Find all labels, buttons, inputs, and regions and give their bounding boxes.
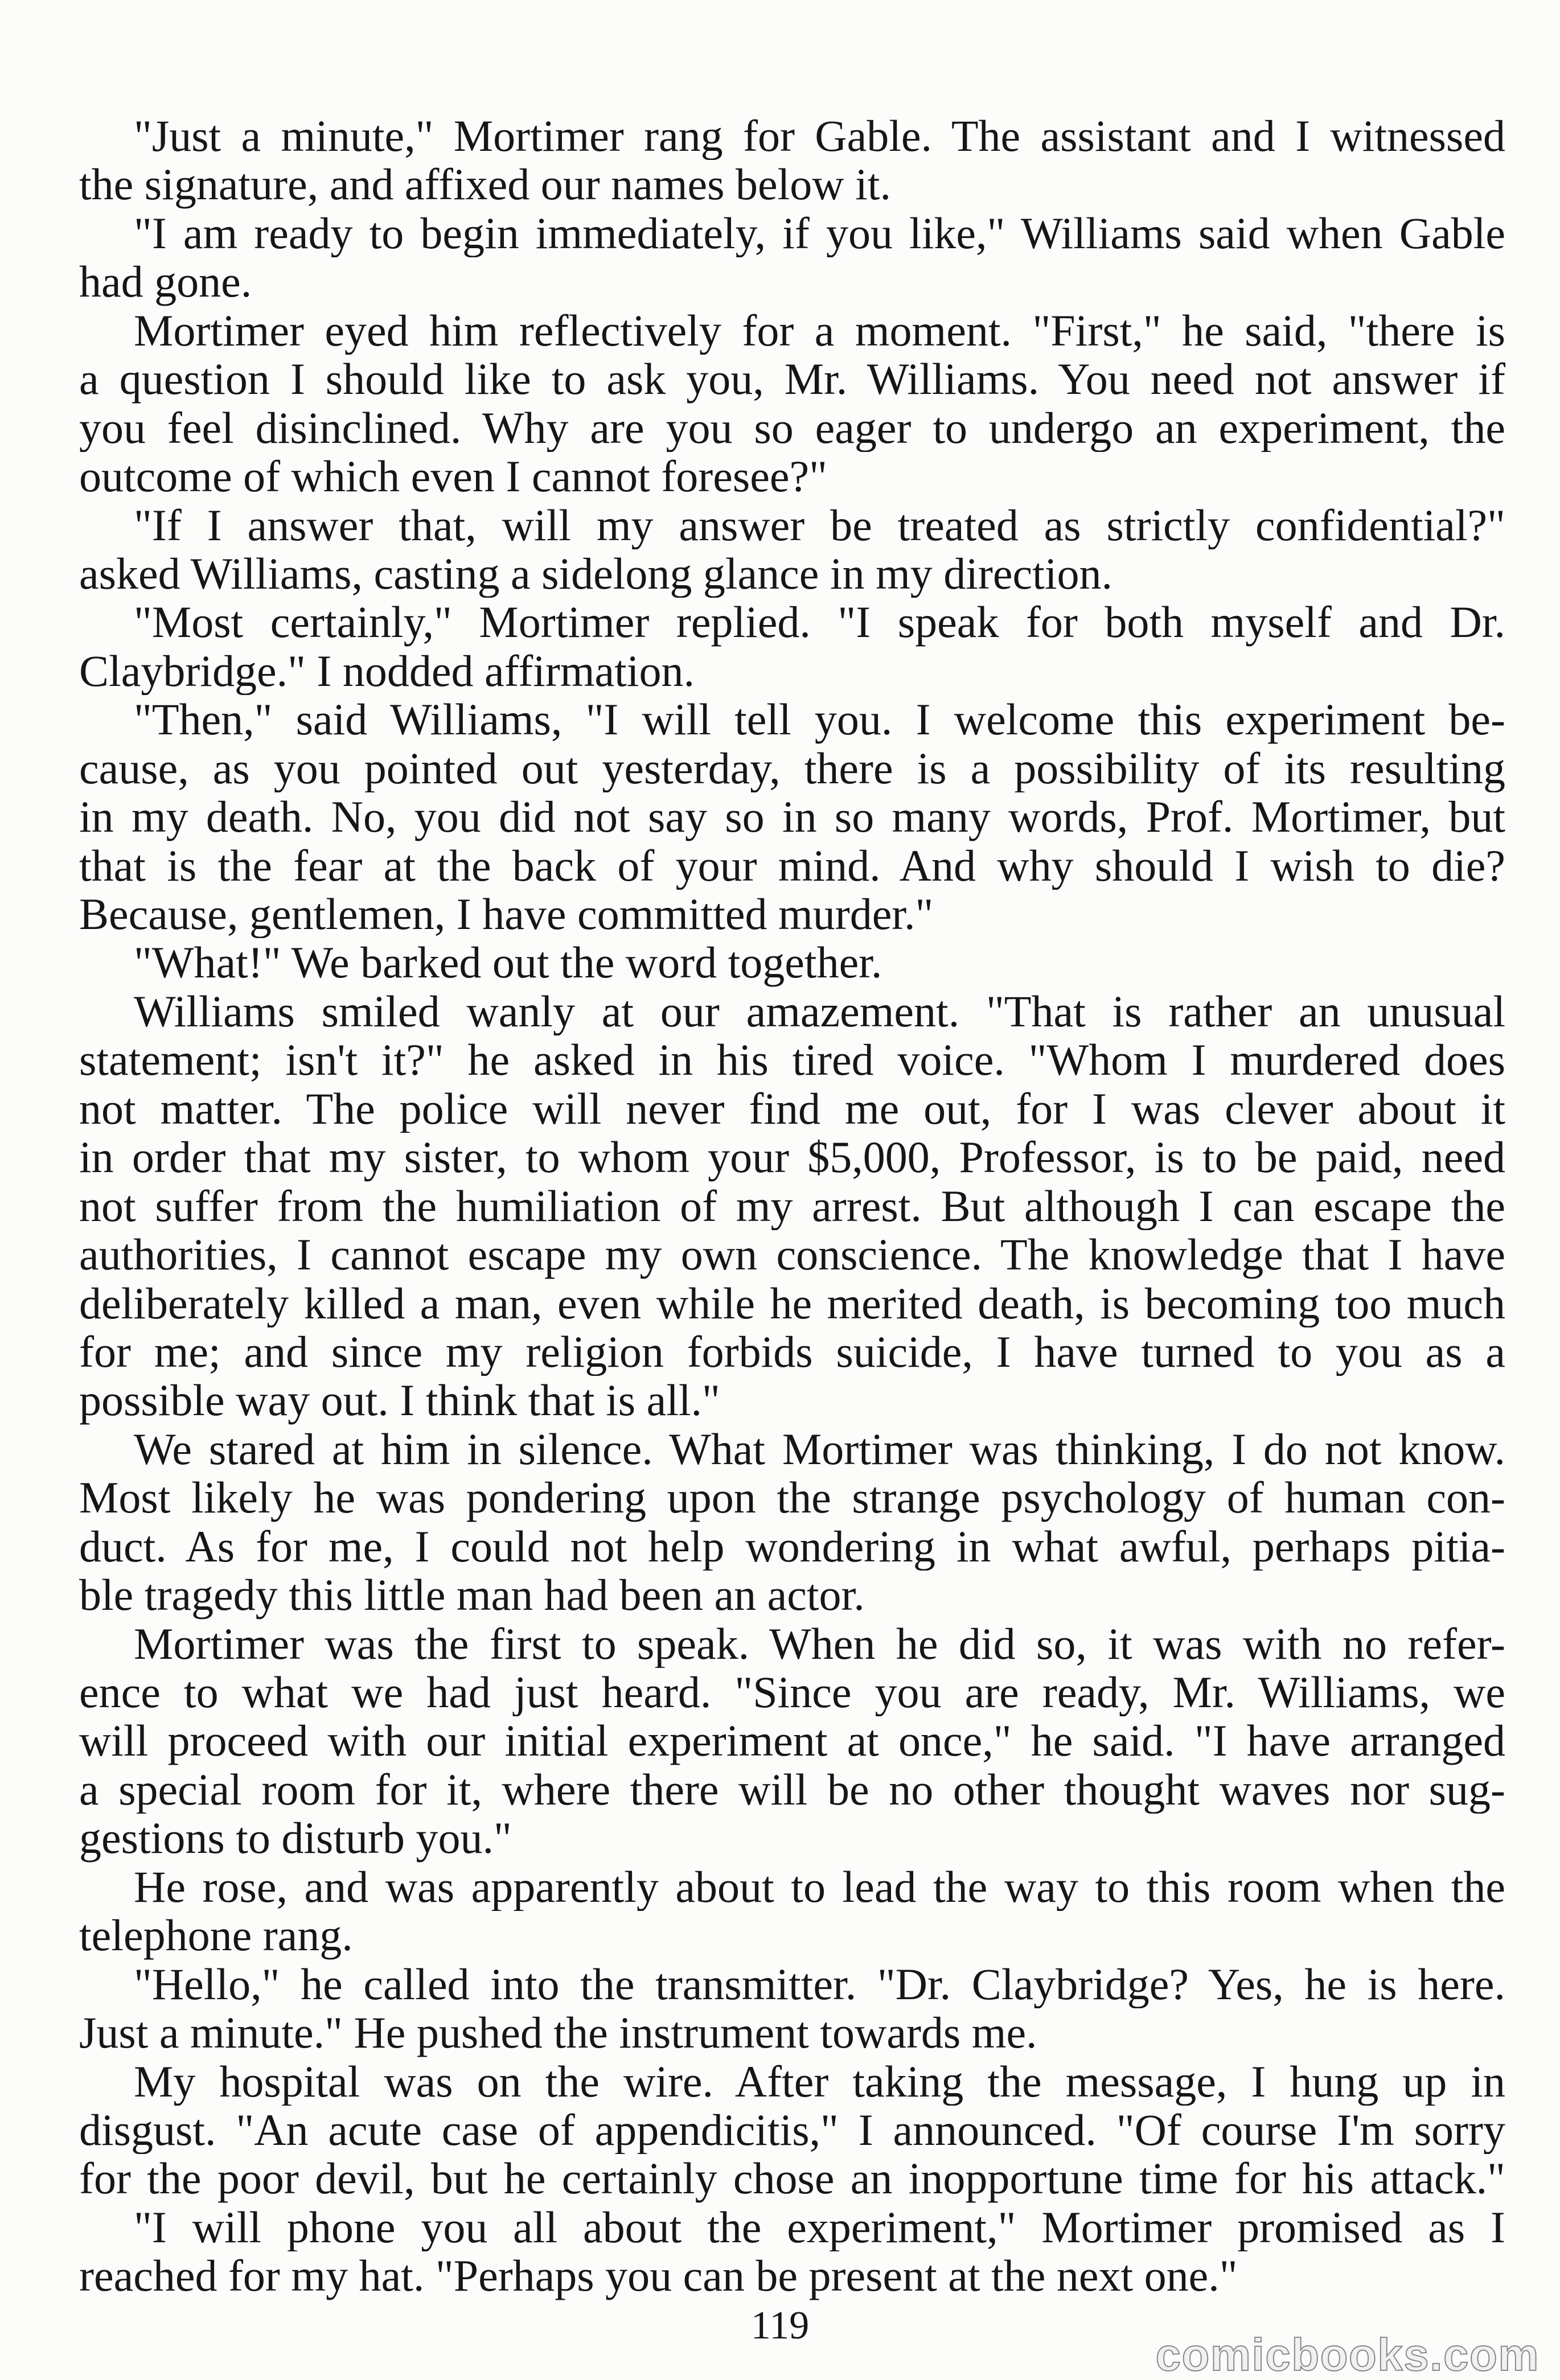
text-line: for me; and since my religion forbids suicide, I have turned to you as a bbox=[79, 1327, 1505, 1376]
paragraph bbox=[79, 306, 1505, 501]
text-line: "Hello," he called into the transmitter. "Dr. Claybridge? Yes, he is here. bbox=[134, 1959, 1505, 2009]
text-line: in order that my sister, to whom your $5,000, Professor, is to be paid, need bbox=[79, 1133, 1505, 1182]
text-line: ble tragedy this little man had been an actor. bbox=[79, 1571, 865, 1619]
text-line: Mortimer eyed him reflectively for a moment. "First," he said, "there is bbox=[134, 306, 1505, 355]
text-line: reached for my hat. "Perhaps you can be present at the next one." bbox=[79, 2251, 1238, 2300]
text-line: a special room for it, where there will be no other thought waves nor sug- bbox=[79, 1765, 1505, 1814]
text-line: Because, gentlemen, I have committed murder." bbox=[79, 890, 934, 939]
text-line: Just a minute." He pushed the instrument towards me. bbox=[79, 2008, 1037, 2057]
text-line: the signature, and affixed our names below it. bbox=[79, 160, 891, 209]
paragraph bbox=[79, 2057, 1505, 2203]
watermark: comicbooks.com bbox=[1155, 2329, 1540, 2380]
text-line: My hospital was on the wire. After taking the message, I hung up in bbox=[134, 2057, 1505, 2106]
text-line: "If I answer that, will my answer be treated as strictly confidential?" bbox=[134, 500, 1505, 549]
text-line: not matter. The police will never find me out, for I was clever about it bbox=[79, 1084, 1505, 1133]
text-line: had gone. bbox=[79, 257, 252, 306]
text-line: ence to what we had just heard. "Since you are ready, Mr. Williams, we bbox=[79, 1668, 1505, 1717]
paragraph bbox=[79, 695, 1505, 938]
text-line: for the poor devil, but he certainly chose an inopportune time for his attack." bbox=[79, 2154, 1505, 2203]
text-line: cause, as you pointed out yesterday, there is a possibility of its resulting bbox=[79, 743, 1505, 793]
text-line: telephone rang. bbox=[79, 1911, 353, 1960]
paragraph bbox=[79, 1960, 1505, 2057]
text-line: Mortimer was the first to speak. When he did so, it was with no refer- bbox=[134, 1619, 1505, 1668]
text-line: that is the fear at the back of your mind. And why should I wish to die? bbox=[79, 841, 1505, 890]
text-line: a question I should like to ask you, Mr. Williams. You need not answer if bbox=[79, 355, 1505, 404]
paragraph bbox=[79, 1619, 1505, 1863]
text-line: Most likely he was pondering upon the strange psychology of human con- bbox=[79, 1473, 1505, 1522]
text-line: We stared at him in silence. What Mortimer was thinking, I do not know. bbox=[134, 1424, 1505, 1474]
text-line: will proceed with our initial experiment at once," he said. "I have arranged bbox=[79, 1716, 1505, 1765]
story-text bbox=[79, 112, 1505, 2300]
text-line: outcome of which even I cannot foresee?" bbox=[79, 452, 827, 501]
text-line: possible way out. I think that is all." bbox=[79, 1376, 720, 1425]
paragraph bbox=[79, 598, 1505, 695]
text-line: authorities, I cannot escape my own conscience. The knowledge that I have bbox=[79, 1230, 1505, 1279]
text-line: not suffer from the humiliation of my arrest. But although I can escape the bbox=[79, 1181, 1505, 1231]
paragraph bbox=[79, 987, 1505, 1425]
page-number: 119 bbox=[750, 2304, 810, 2348]
paragraph bbox=[79, 501, 1505, 598]
text-line: duct. As for me, I could not help wondering in what awful, perhaps pitia- bbox=[79, 1522, 1505, 1571]
text-line: "I will phone you all about the experiment," Mortimer promised as I bbox=[134, 2202, 1505, 2252]
text-line: "Then," said Williams, "I will tell you. I welcome this experiment be- bbox=[134, 695, 1505, 744]
text-line: "Just a minute," Mortimer rang for Gable. The assistant and I witnessed bbox=[134, 112, 1505, 161]
paragraph bbox=[79, 209, 1505, 306]
text-line: Williams smiled wanly at our amazement. "That is rather an unusual bbox=[134, 986, 1505, 1036]
text-line: Claybridge." I nodded affirmation. bbox=[79, 646, 695, 696]
text-line: disgust. "An acute case of appendicitis," I announced. "Of course I'm sorry bbox=[79, 2105, 1505, 2155]
text-line: He rose, and was apparently about to lead the way to this room when the bbox=[134, 1862, 1505, 1912]
paragraph bbox=[79, 2203, 1505, 2300]
text-line: in my death. No, you did not say so in so many words, Prof. Mortimer, but bbox=[79, 792, 1505, 841]
paragraph bbox=[79, 938, 1505, 986]
text-line: "I am ready to begin immediately, if you like," Williams said when Gable bbox=[134, 208, 1505, 258]
paragraph bbox=[79, 1863, 1505, 1960]
text-line: deliberately killed a man, even while he merited death, is becoming too much bbox=[79, 1279, 1505, 1327]
text-line: gestions to disturb you." bbox=[79, 1814, 512, 1863]
paragraph bbox=[79, 112, 1505, 209]
text-line: "What!" We barked out the word together. bbox=[134, 938, 882, 987]
text-line: asked Williams, casting a sidelong glance in my direction. bbox=[79, 549, 1112, 598]
text-line: "Most certainly," Mortimer replied. "I speak for both myself and Dr. bbox=[134, 598, 1505, 647]
text-line: you feel disinclined. Why are you so eager to undergo an experiment, the bbox=[79, 403, 1505, 453]
paragraph bbox=[79, 1425, 1505, 1619]
text-line: statement; isn't it?" he asked in his tired voice. "Whom I murdered does bbox=[79, 1035, 1505, 1084]
